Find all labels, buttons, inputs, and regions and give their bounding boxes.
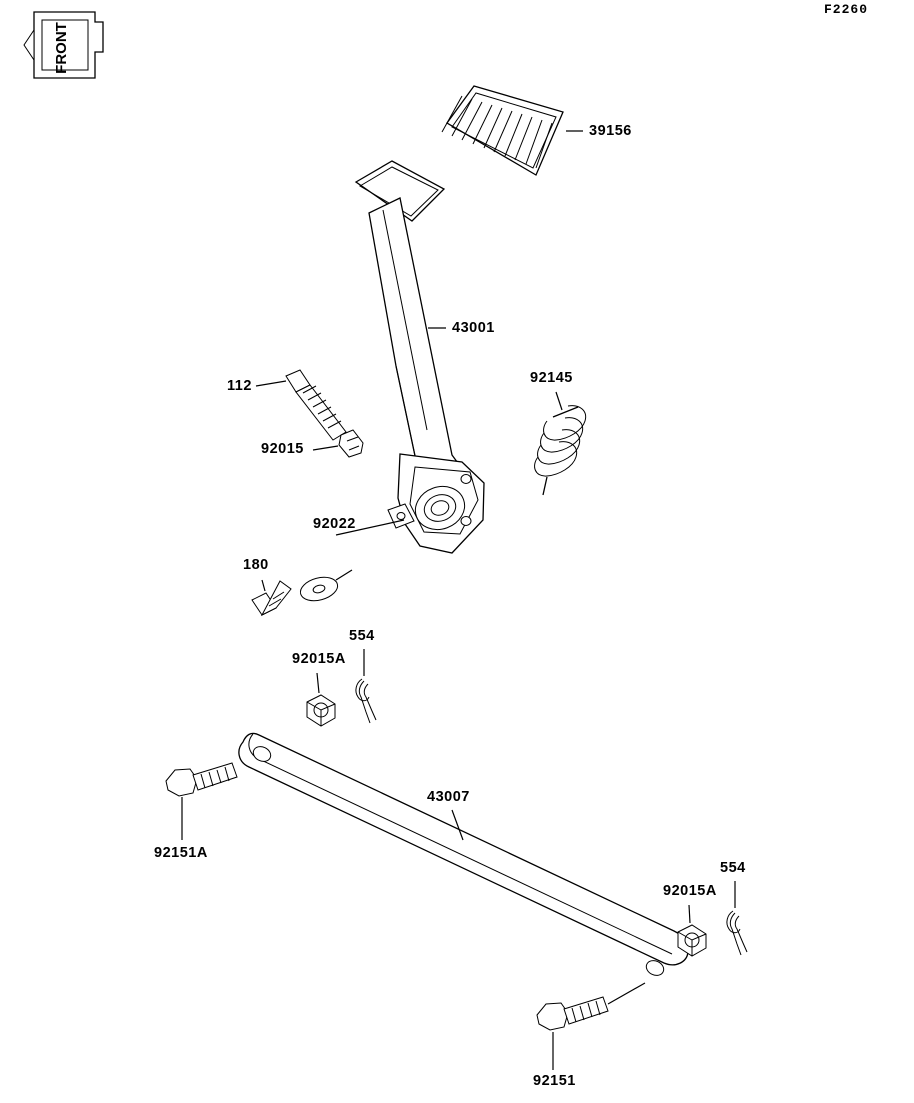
callout-92151a: 92151A — [154, 845, 208, 861]
leader-112 — [256, 381, 286, 386]
svg-text:FRONT: FRONT — [53, 22, 70, 74]
part-180-bolt — [252, 581, 291, 615]
leader-92022-b — [336, 570, 352, 580]
leader-92145 — [556, 392, 562, 410]
callout-39156: 39156 — [589, 123, 632, 139]
part-554-cotter-pin-upper — [356, 679, 376, 723]
callout-43007: 43007 — [427, 789, 470, 805]
leader-92015a-upper — [317, 673, 319, 693]
sheet-code: F2260 — [823, 2, 868, 17]
callout-554-lower: 554 — [720, 860, 746, 876]
leader-92015a-lower — [689, 905, 690, 923]
part-43007-brake-rod — [239, 733, 688, 978]
part-112-bolt — [286, 370, 346, 440]
part-92015a-nut-upper — [307, 695, 335, 726]
callout-180: 180 — [243, 557, 269, 573]
part-92022-washer — [298, 573, 340, 604]
callout-92015a-upper: 92015A — [292, 651, 346, 667]
part-92151-bolt — [537, 983, 645, 1030]
callout-92151: 92151 — [533, 1073, 576, 1089]
front-arrow-badge — [24, 12, 103, 78]
callout-92022: 92022 — [313, 516, 356, 532]
leader-180 — [262, 580, 265, 591]
part-92015-nut — [339, 430, 363, 457]
callout-112: 112 — [227, 378, 252, 394]
part-92151a-bolt — [166, 763, 237, 796]
part-39156-pedal-pad — [442, 86, 563, 175]
part-43001-brake-pedal — [356, 161, 484, 553]
callout-43001: 43001 — [452, 320, 495, 336]
callout-92015: 92015 — [261, 441, 304, 457]
part-554-cotter-pin-lower — [727, 911, 747, 955]
leader-92015 — [313, 446, 338, 450]
callout-554-upper: 554 — [349, 628, 375, 644]
part-92145-spring — [535, 406, 586, 495]
callout-92145: 92145 — [530, 370, 573, 386]
callout-92015a-lower: 92015A — [663, 883, 717, 899]
